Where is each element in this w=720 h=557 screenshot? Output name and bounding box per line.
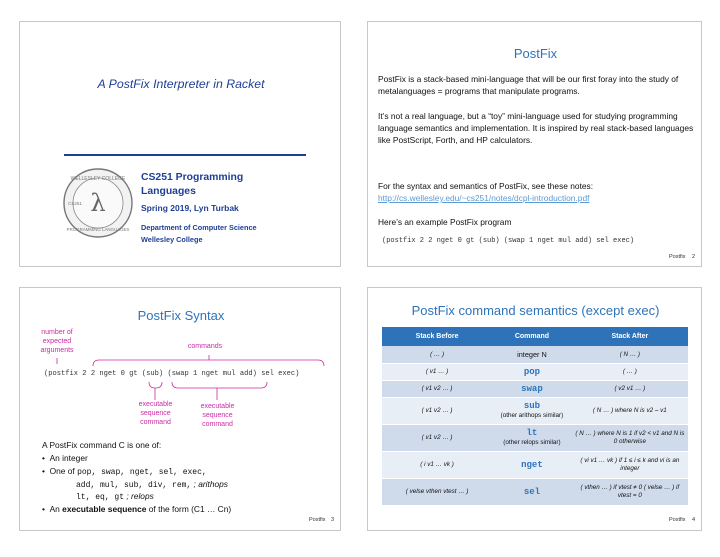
semantics-table xyxy=(382,327,688,506)
notes-link[interactable]: http://cs.wellesley.edu/~cs251/notes/dcpl-introduction.pdf xyxy=(378,193,590,203)
table-row xyxy=(382,478,688,505)
college-seal xyxy=(62,167,134,239)
syntax-arithops-line xyxy=(76,479,228,490)
bullet-integer-text: An integer xyxy=(49,453,88,463)
cell-command xyxy=(492,424,572,451)
cell-before: ( v1 v2 … ) xyxy=(382,424,492,451)
slide4-page-number: 4 xyxy=(692,517,696,523)
cell-after: ( N … ) xyxy=(572,346,688,363)
command-label: lt xyxy=(526,427,538,438)
syntax-bullet-integer xyxy=(42,453,88,463)
cell-before: ( velse vthen vtest … ) xyxy=(382,478,492,505)
slide-postfix-syntax xyxy=(19,287,341,531)
command-note: (other relops similar) xyxy=(503,438,561,446)
svg-text:λ: λ xyxy=(90,189,106,217)
department: Department of Computer Science xyxy=(141,223,257,232)
relops-label: ; relops xyxy=(126,491,154,501)
slide-command-semantics xyxy=(367,287,702,531)
command-label: integer N xyxy=(517,349,547,359)
cell-before: ( … ) xyxy=(382,346,492,363)
cell-command xyxy=(492,451,572,478)
ann-args-line2: expected xyxy=(42,338,72,345)
ann-exec2-line2: sequence xyxy=(202,412,233,419)
table-row xyxy=(382,346,688,363)
command-label: sub xyxy=(523,400,541,411)
title-divider xyxy=(64,154,306,156)
command-list-2: add, mul, sub, div, rem, xyxy=(76,481,192,490)
annotation-exec-seq-2 xyxy=(190,402,245,429)
cell-before: ( i v1 … vk ) xyxy=(382,451,492,478)
term-instructor: Spring 2019, Lyn Turbak xyxy=(141,203,239,213)
cell-before: ( v1 v2 … ) xyxy=(382,397,492,424)
ann-args-line1: number of xyxy=(41,329,73,336)
syntax-intro: A PostFix command C is one of: xyxy=(42,440,162,450)
bullet-exec-suffix: of the form (C1 … Cn) xyxy=(148,504,232,514)
slide2-title: PostFix xyxy=(513,46,558,61)
header-stack-before: Stack Before xyxy=(382,327,492,346)
ann-exec1-line1: executable xyxy=(138,401,173,408)
cell-after: ( N … ) where N is v2 – v1 xyxy=(572,397,688,424)
command-label: nget xyxy=(521,459,543,470)
command-list-1: pop, swap, nget, sel, exec, xyxy=(77,468,207,477)
bullet-dot: • xyxy=(42,453,50,463)
header-command: Command xyxy=(492,327,572,346)
cell-after: ( vi v1 … vk ) if 1 ≤ i ≤ k and vi is an integer xyxy=(572,451,688,478)
cell-command xyxy=(492,478,572,505)
cell-after: ( … ) xyxy=(572,363,688,380)
svg-text:PROGRAMMING LANGUAGES: PROGRAMMING LANGUAGES xyxy=(66,227,130,232)
ann-exec1-line2: sequence xyxy=(140,410,171,417)
svg-text:WELLESLEY COLLEGE: WELLESLEY COLLEGE xyxy=(70,176,126,182)
bullet-exec-prefix: An xyxy=(49,504,60,514)
bullet-dot: • xyxy=(42,466,50,476)
annotation-commands: commands xyxy=(187,343,223,350)
college: Wellesley College xyxy=(141,235,203,244)
paragraph-toy: It’s not a real language, but a “toy” mini-language used for studying programming language semantics and implementation. It is inspired by real stack-based languages like PostScript, Forth, and HP calculators. xyxy=(378,111,694,145)
table-row xyxy=(382,397,688,424)
svg-text:CS251: CS251 xyxy=(68,201,82,206)
slide4-footer: Postfix xyxy=(669,517,686,523)
cell-command xyxy=(492,380,572,397)
course-name: CS251 Programming xyxy=(141,172,244,183)
slide2-page-number: 2 xyxy=(692,254,696,260)
table-row xyxy=(382,424,688,451)
ann-args-line3: arguments xyxy=(40,347,74,354)
ann-exec2-line1: executable xyxy=(200,403,235,410)
syntax-relops-line xyxy=(76,491,154,502)
cell-after: ( v2 v1 … ) xyxy=(572,380,688,397)
table-row xyxy=(382,363,688,380)
annotation-exec-seq-1 xyxy=(128,400,183,427)
slide4-title: PostFix command semantics (except exec) xyxy=(411,303,660,318)
cell-after: ( N … ) where N is 1 if v2 < v1 and N is 0 otherwise xyxy=(572,424,688,451)
course-name-line2: Languages xyxy=(141,186,196,197)
slide3-page-number: 3 xyxy=(331,517,335,523)
cell-after: ( vthen … ) if vtest ≠ 0 ( velse … ) if vtest = 0 xyxy=(572,478,688,505)
command-note: (other arithops similar) xyxy=(500,411,564,419)
slide3-title: PostFix Syntax xyxy=(137,308,225,323)
header-stack-after: Stack After xyxy=(572,327,688,346)
slide-title xyxy=(19,21,341,267)
table-row xyxy=(382,451,688,478)
table-header-row xyxy=(382,327,688,346)
slide-postfix-intro xyxy=(367,21,702,267)
bullet-dot: • xyxy=(42,504,50,514)
arithops-label: ; arithops xyxy=(193,479,228,489)
paragraph-example: Here’s an example PostFix program xyxy=(378,217,512,227)
command-label: swap xyxy=(521,383,543,394)
command-label: sel xyxy=(523,486,541,497)
ann-exec2-line3: command xyxy=(202,421,233,428)
syntax-bullet-exec-seq xyxy=(42,504,231,514)
example-program: (postfix 2 2 nget 0 gt (sub) (swap 1 nget mul add) sel exec) xyxy=(382,237,635,245)
slide2-footer: Postfix xyxy=(669,254,686,260)
cell-command xyxy=(492,397,572,424)
cell-command xyxy=(492,363,572,380)
bullet-exec-bold: executable sequence xyxy=(62,504,147,514)
cell-before: ( v1 … ) xyxy=(382,363,492,380)
ann-exec1-line3: command xyxy=(140,419,171,426)
slide3-footer: Postfix xyxy=(309,517,326,523)
slide1-title: A PostFix Interpreter in Racket xyxy=(97,77,265,91)
cell-command xyxy=(492,346,572,363)
bullet-commands-prefix: One of xyxy=(49,466,75,476)
command-list-3: lt, eq, gt xyxy=(76,493,125,502)
syntax-example-program: (postfix 2 2 nget 0 gt (sub) (swap 1 nget mul add) sel exec) xyxy=(44,370,300,378)
syntax-bullet-commands xyxy=(42,466,207,477)
paragraph-intro: PostFix is a stack-based mini-language that will be our first foray into the study of metalanguages = programs that manipulate programs. xyxy=(378,74,679,96)
paragraph-notes: For the syntax and semantics of PostFix, see these notes: xyxy=(378,181,594,191)
command-label: pop xyxy=(523,366,541,377)
table-row xyxy=(382,380,688,397)
cell-before: ( v1 v2 … ) xyxy=(382,380,492,397)
